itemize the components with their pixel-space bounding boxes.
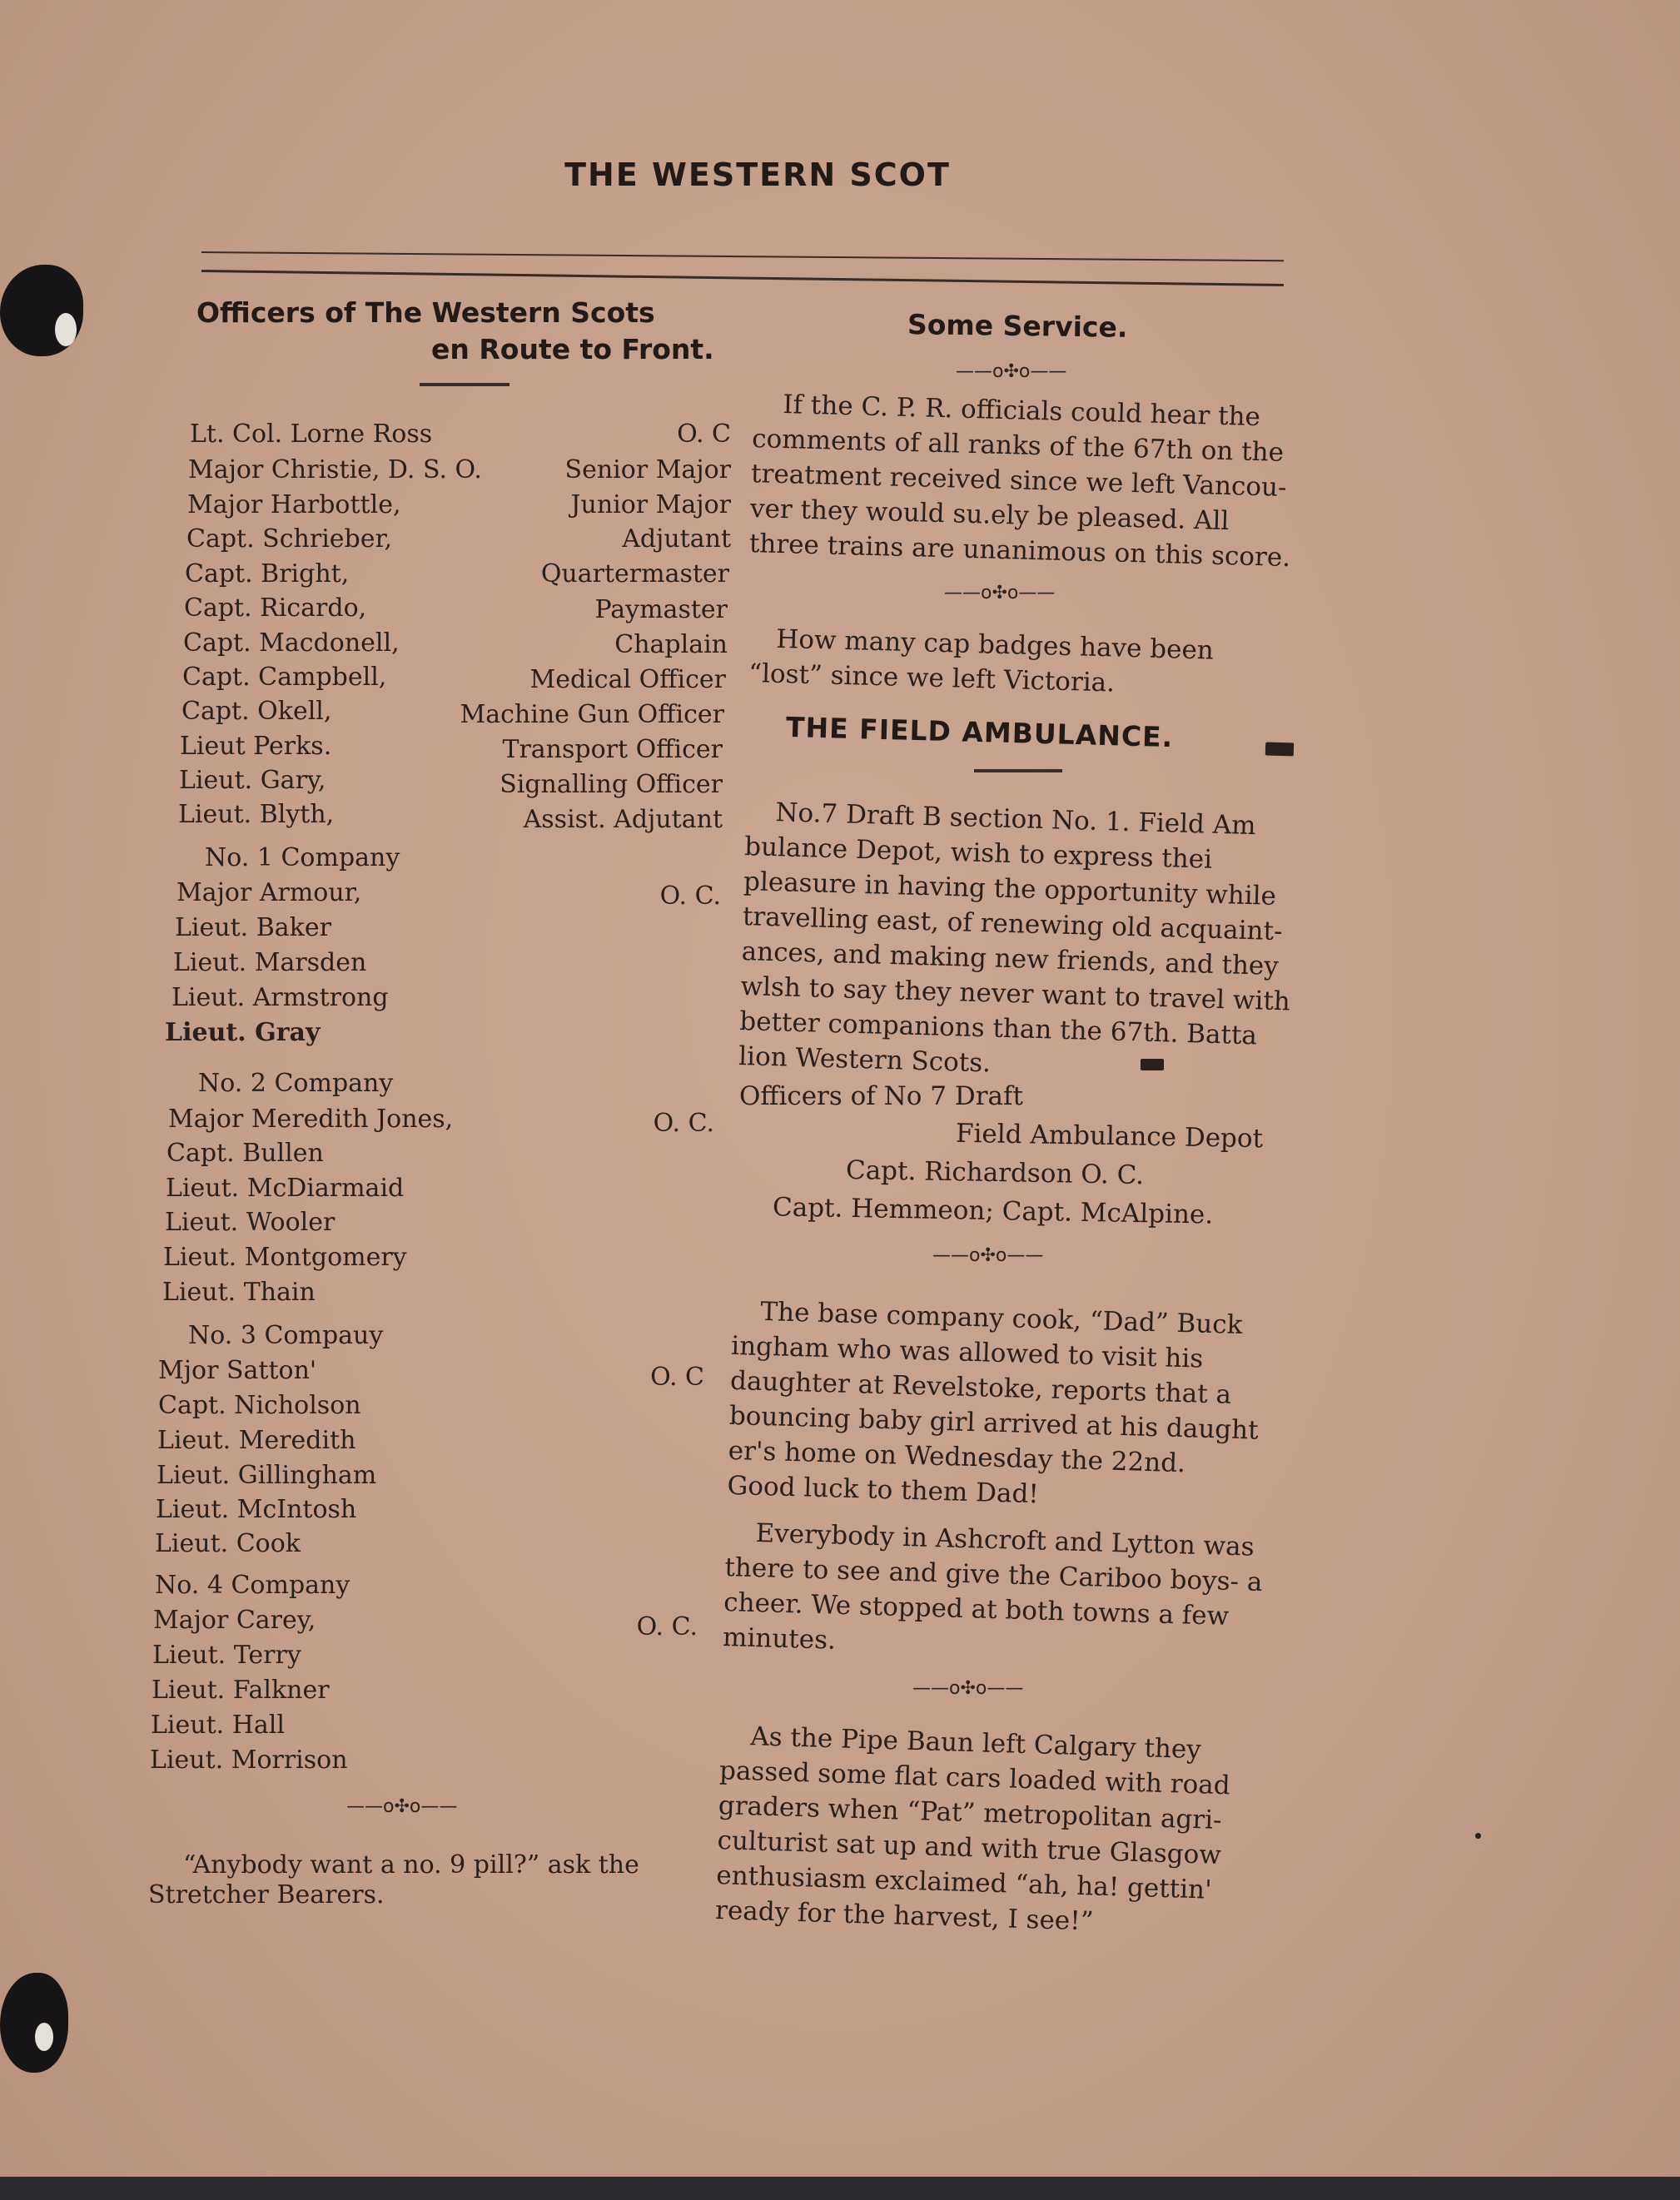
masthead-title: THE WESTERN SCOT xyxy=(564,156,951,193)
paragraph-line: cheer. We stopped at both towns a few xyxy=(723,1587,1230,1631)
paragraph-line: No.7 Draft B section No. 1. Field Am xyxy=(774,797,1257,842)
officer-role: Senior Major xyxy=(564,455,731,484)
officer-name: Lt. Col. Lorne Ross xyxy=(190,420,433,449)
officer-role: Paymaster xyxy=(594,595,728,624)
member-role: O. C. xyxy=(659,881,721,911)
member-name: Capt. Nicholson xyxy=(158,1391,361,1420)
paragraph-line: How many cap badges have been xyxy=(775,623,1215,666)
paragraph-line: The base company cook, “Dad” Buck xyxy=(759,1296,1243,1341)
member-name: Lieut. McDiarmaid xyxy=(166,1174,405,1203)
member-name: Lieut. Hall xyxy=(151,1711,285,1740)
member-name: Lieut. Meredith xyxy=(157,1426,356,1455)
officer-role: Assist. Adjutant xyxy=(523,805,723,834)
paragraph-line: As the Pipe Baun left Calgary they xyxy=(749,1721,1202,1765)
officer-name: Lieut Perks. xyxy=(180,732,332,761)
ink-speck xyxy=(1475,1833,1481,1839)
field-ambulance-rule xyxy=(974,769,1062,772)
officers-heading-line1: Officers of The Western Scots xyxy=(196,296,655,329)
officer-role: Machine Gun Officer xyxy=(460,700,724,729)
officer-role: Adjutant xyxy=(622,524,731,554)
officer-name: Capt. Macdonell, xyxy=(183,628,400,658)
member-name: Lieut. Cook xyxy=(155,1529,301,1558)
officer-name: Lieut. Blyth, xyxy=(178,800,335,829)
member-name: Lieut. Marsden xyxy=(173,948,367,977)
officer-name: Capt. Campbell, xyxy=(182,663,387,692)
officer-name: Major Christie, D. S. O. xyxy=(188,455,482,484)
paragraph-line: ver they would su.ely be pleased. All xyxy=(749,494,1230,537)
officer-role: Medical Officer xyxy=(529,665,726,694)
officer-name: Major Harbottle, xyxy=(187,490,401,519)
member-name: Lieut. Wooler xyxy=(165,1208,336,1237)
paragraph-line: treatment received since we left Vancou- xyxy=(750,459,1287,503)
member-role: O. C. xyxy=(653,1109,714,1138)
member-name: Lieut. Morrison xyxy=(150,1746,348,1775)
draft-officer-1: Capt. Richardson O. C. xyxy=(845,1155,1145,1191)
paragraph-line: Good luck to them Dad! xyxy=(727,1470,1040,1510)
paragraph-line: graders when “Pat” metropolitan agri- xyxy=(718,1790,1223,1836)
officer-role: Quartermaster xyxy=(540,559,729,588)
draft-officer-2: Capt. Hemmeon; Capt. McAlpine. xyxy=(772,1192,1214,1230)
scan-bottom-edge xyxy=(0,2177,1680,2200)
paragraph-line: ingham who was allowed to visit his xyxy=(730,1330,1204,1374)
section-ornament: ——o✣o—— xyxy=(932,1245,1044,1266)
officer-name: Capt. Ricardo, xyxy=(184,593,367,623)
section-ornament: ——o✣o—— xyxy=(944,583,1056,603)
paragraph-line: “lost” since we left Victoria. xyxy=(748,658,1116,698)
member-role: O. C. xyxy=(636,1612,698,1641)
paragraph-line: better companions than the 67th. Batta xyxy=(738,1006,1258,1051)
member-name: Lieut. Gillingham xyxy=(157,1461,377,1490)
draft-officers-title: Officers of No 7 Draft xyxy=(739,1081,1023,1111)
pill-line: Stretcher Bearers. xyxy=(148,1880,385,1909)
member-name: Major Meredith Jones, xyxy=(168,1105,454,1134)
member-name: Lieut. Gray xyxy=(165,1018,321,1047)
officer-role: Junior Major xyxy=(570,490,731,519)
paragraph-line: comments of all ranks of the 67th on the xyxy=(751,424,1285,468)
paragraph-line: ances, and making new friends, and they xyxy=(741,936,1280,982)
member-name: Lieut. Terry xyxy=(152,1641,301,1670)
paper-chip-bottom xyxy=(35,2023,53,2051)
member-name: Lieut. McIntosh xyxy=(156,1495,357,1524)
officer-name: Capt. Okell, xyxy=(181,697,332,726)
company-title: No. 2 Company xyxy=(198,1069,394,1098)
officer-name: Lieut. Gary, xyxy=(179,766,326,795)
ink-speck xyxy=(1265,742,1294,757)
pill-line: “Anybody want a no. 9 pill?” ask the xyxy=(183,1850,639,1880)
paragraph-line: er's home on Wednesday the 22nd. xyxy=(728,1435,1186,1479)
paragraph-line: minutes. xyxy=(722,1621,837,1656)
member-name: Lieut. Thain xyxy=(162,1278,316,1307)
company-title: No. 3 Compauy xyxy=(188,1321,384,1350)
officer-name: Capt. Bright, xyxy=(185,559,350,588)
officer-role: O. C xyxy=(677,420,731,449)
member-name: Major Armour, xyxy=(176,878,362,907)
binding-hole-bottom xyxy=(0,1973,68,2073)
draft-officers-sub: Field Ambulance Depot xyxy=(955,1118,1264,1155)
paragraph-line: passed some flat cars loaded with road xyxy=(718,1756,1231,1801)
member-name: Major Carey, xyxy=(153,1606,316,1635)
paragraph-line: lion Western Scots. xyxy=(738,1040,992,1079)
officer-role: Chaplain xyxy=(614,630,728,659)
section-ornament: ——o✣o—— xyxy=(912,1678,1024,1699)
paragraph-line: pleasure in having the opportunity while xyxy=(743,867,1277,911)
paragraph-line: there to see and give the Cariboo boys- a xyxy=(723,1552,1263,1598)
section-ornament: ——o✣o—— xyxy=(346,1796,458,1817)
paragraph-line: ready for the harvest, I see!” xyxy=(714,1895,1095,1937)
paragraph-line: If the C. P. R. officials could hear the xyxy=(782,390,1261,433)
some-service-heading: Some Service. xyxy=(907,308,1128,344)
member-name: Lieut. Falkner xyxy=(152,1676,330,1705)
paragraph-line: enthusiasm exclaimed “ah, ha! gettin' xyxy=(715,1860,1213,1905)
member-name: Lieut. Baker xyxy=(175,913,331,942)
paragraph-line: three trains are unanimous on this score. xyxy=(748,529,1291,574)
paragraph-line: Everybody in Ashcroft and Lytton was xyxy=(755,1518,1255,1562)
officers-heading-rule xyxy=(420,383,509,386)
member-name: Mjor Satton' xyxy=(158,1356,317,1385)
paragraph-line: wlsh to say they never want to travel with xyxy=(740,971,1291,1017)
officer-role: Transport Officer xyxy=(502,735,723,764)
officer-role: Signalling Officer xyxy=(500,770,723,799)
field-ambulance-heading: THE FIELD AMBULANCE. xyxy=(785,710,1174,754)
officers-heading-line2: en Route to Front. xyxy=(431,333,714,365)
company-title: No. 1 Company xyxy=(205,843,400,872)
member-name: Capt. Bullen xyxy=(167,1139,324,1168)
paper-chip-top xyxy=(55,313,77,346)
paragraph-line: travelling east, of renewing old acquaint- xyxy=(742,901,1283,947)
paragraph-line: bouncing baby girl arrived at his daught xyxy=(728,1400,1260,1446)
member-name: Lieut. Montgomery xyxy=(163,1243,407,1272)
member-name: Lieut. Armstrong xyxy=(171,983,389,1012)
paragraph-line: bulance Depot, wish to express thei xyxy=(743,832,1213,875)
paragraph-line: culturist sat up and with true Glasgow xyxy=(717,1825,1222,1871)
paragraph-line: daughter at Revelstoke, reports that a xyxy=(729,1365,1232,1410)
company-title: No. 4 Company xyxy=(155,1571,350,1600)
member-role: O. C xyxy=(650,1363,704,1392)
ink-speck xyxy=(1141,1059,1164,1070)
section-ornament: ——o✣o—— xyxy=(956,361,1067,382)
officer-name: Capt. Schrieber, xyxy=(186,524,393,554)
